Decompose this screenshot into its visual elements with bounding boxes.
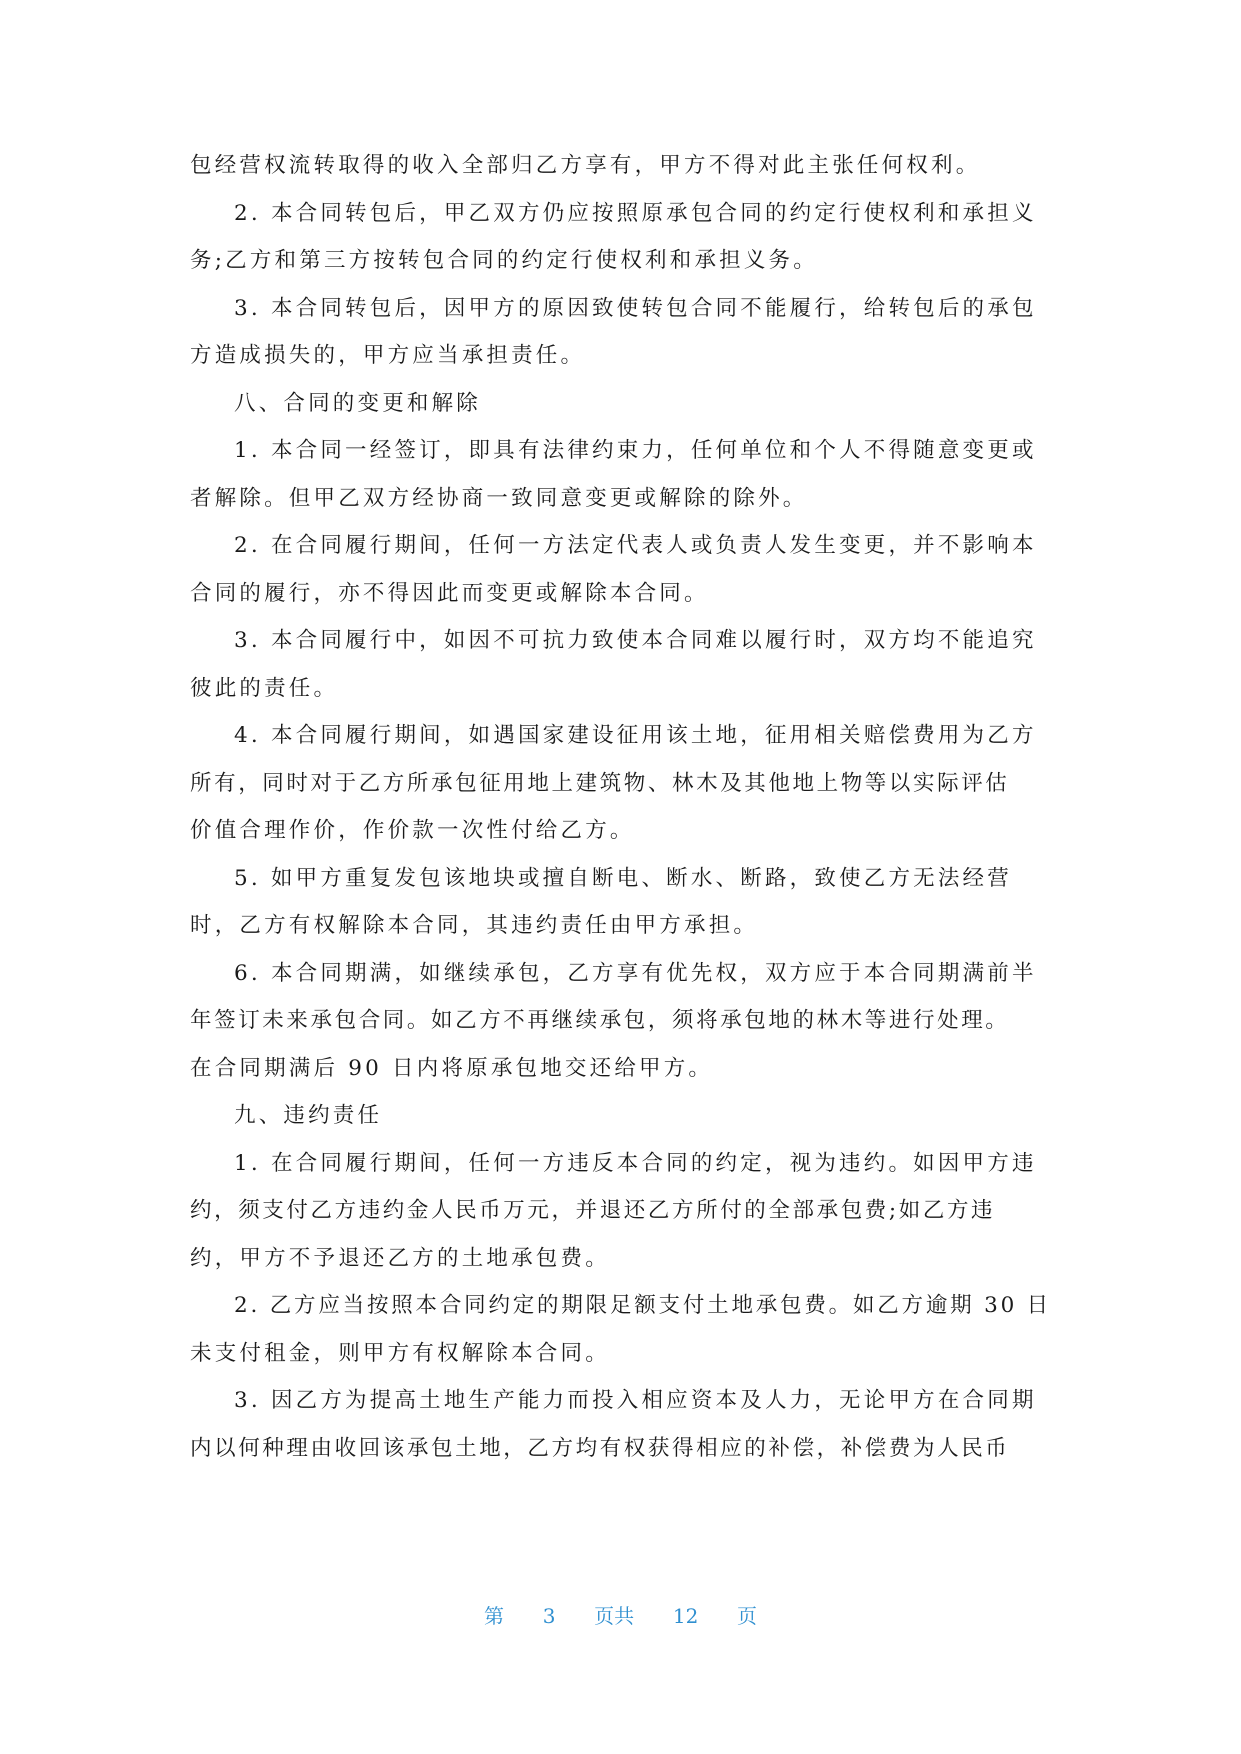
paragraph-line: 约，须支付乙方违约金人民币万元，并退还乙方所付的全部承包费;如乙方违 bbox=[190, 1198, 996, 1223]
page-label-prefix: 第 bbox=[483, 1604, 504, 1628]
paragraph-line: 3. 本合同转包后，因甲方的原因致使转包合同不能履行，给转包后的承包 bbox=[234, 296, 1037, 321]
paragraph-line: 约，甲方不予退还乙方的土地承包费。 bbox=[190, 1246, 610, 1271]
paragraph-line: 价值合理作价，作价款一次性付给乙方。 bbox=[190, 818, 635, 843]
paragraph-line: 3. 本合同履行中，如因不可抗力致使本合同难以履行时，双方均不能追究 bbox=[234, 628, 1037, 653]
page-footer bbox=[0, 1601, 1241, 1631]
paragraph-line: 4. 本合同履行期间，如遇国家建设征用该土地，征用相关赔偿费用为乙方 bbox=[234, 723, 1037, 748]
paragraph-line: 未支付租金，则甲方有权解除本合同。 bbox=[190, 1341, 610, 1366]
paragraph-line: 5. 如甲方重复发包该地块或擅自断电、断水、断路，致使乙方无法经营 bbox=[234, 866, 1012, 891]
paragraph-line: 在合同期满后 90 日内将原承包地交还给甲方。 bbox=[190, 1056, 714, 1081]
page-label-suffix: 页 bbox=[737, 1604, 758, 1628]
paragraph-line: 所有，同时对于乙方所承包征用地上建筑物、林木及其他地上物等以实际评估 bbox=[190, 771, 1010, 796]
page-number: 3 bbox=[542, 1604, 556, 1628]
paragraph-line: 1. 在合同履行期间，任何一方违反本合同的约定，视为违约。如因甲方违 bbox=[234, 1151, 1037, 1176]
paragraph-line: 务;乙方和第三方按转包合同的约定行使权利和承担义务。 bbox=[190, 248, 818, 273]
paragraph-line: 2. 乙方应当按照本合同约定的期限足额支付土地承包费。如乙方逾期 30 日 bbox=[234, 1293, 1051, 1318]
paragraph-line: 3. 因乙方为提高土地生产能力而投入相应资本及人力，无论甲方在合同期 bbox=[234, 1388, 1037, 1413]
section-heading: 八、合同的变更和解除 bbox=[234, 391, 482, 416]
paragraph-line: 者解除。但甲乙双方经协商一致同意变更或解除的除外。 bbox=[190, 486, 808, 511]
paragraph-line: 内以何种理由收回该承包土地，乙方均有权获得相应的补偿，补偿费为人民币 bbox=[190, 1436, 1010, 1461]
paragraph-line: 方造成损失的，甲方应当承担责任。 bbox=[190, 343, 586, 368]
page-label-mid: 页共 bbox=[594, 1604, 635, 1628]
paragraph-line: 年签订未来承包合同。如乙方不再继续承包，须将承包地的林木等进行处理。 bbox=[190, 1008, 1010, 1033]
paragraph-line: 合同的履行，亦不得因此而变更或解除本合同。 bbox=[190, 581, 709, 606]
paragraph-line: 时，乙方有权解除本合同，其违约责任由甲方承担。 bbox=[190, 913, 759, 938]
paragraph-line: 6. 本合同期满，如继续承包，乙方享有优先权，双方应于本合同期满前半 bbox=[234, 961, 1037, 986]
paragraph-line: 2. 本合同转包后，甲乙双方仍应按照原承包合同的约定行使权利和承担义 bbox=[234, 201, 1037, 226]
total-pages: 12 bbox=[672, 1604, 699, 1628]
paragraph-line: 2. 在合同履行期间，任何一方法定代表人或负责人发生变更，并不影响本 bbox=[234, 533, 1037, 558]
section-heading: 九、违约责任 bbox=[234, 1103, 383, 1128]
paragraph-line: 彼此的责任。 bbox=[190, 676, 339, 701]
paragraph-line: 1. 本合同一经签订，即具有法律约束力，任何单位和个人不得随意变更或 bbox=[234, 438, 1037, 463]
paragraph-line: 包经营权流转取得的收入全部归乙方享有，甲方不得对此主张任何权利。 bbox=[190, 153, 981, 178]
